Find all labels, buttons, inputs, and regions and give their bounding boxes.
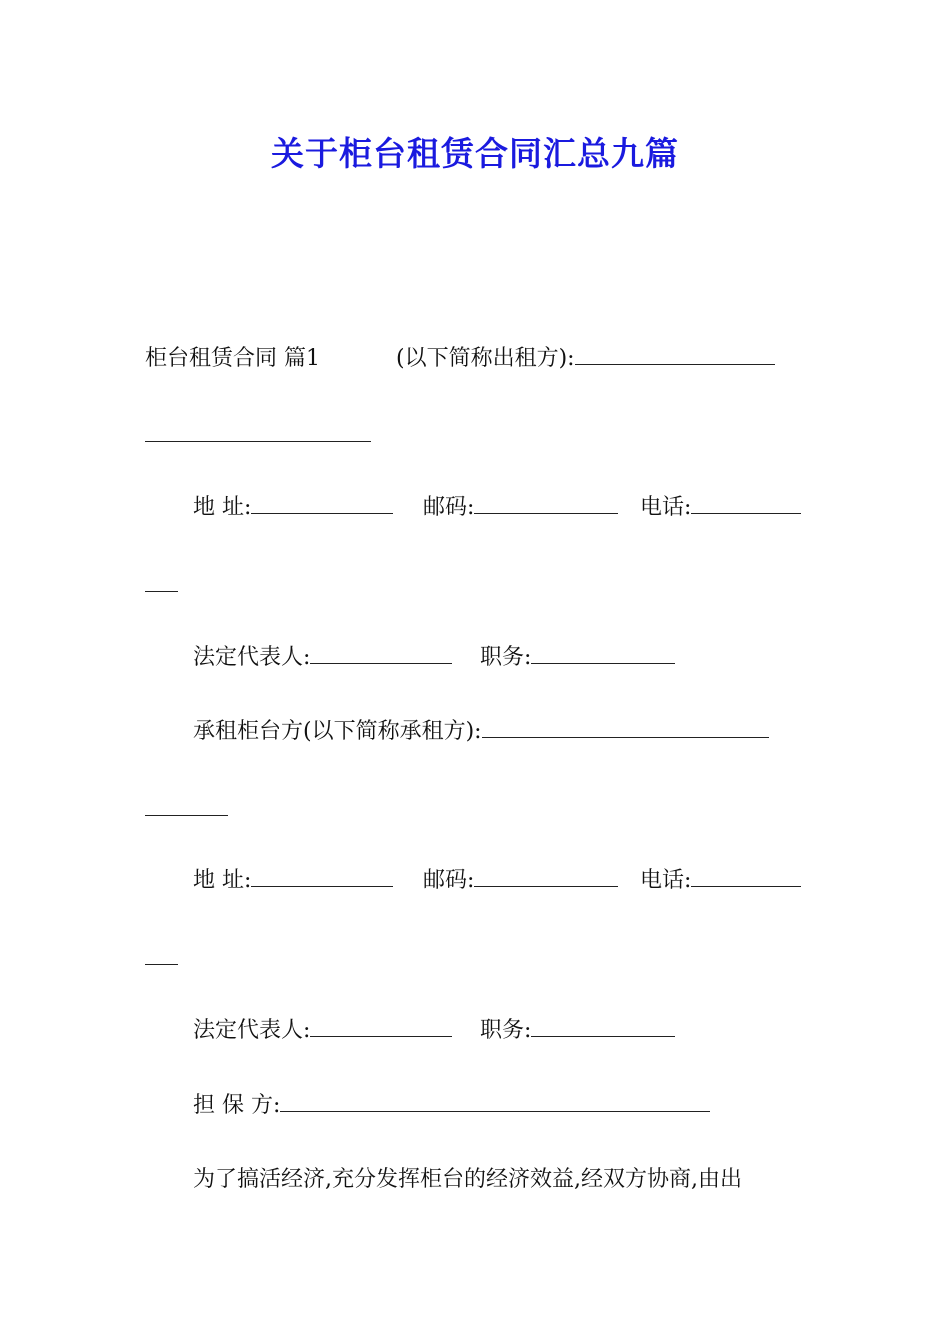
lessee-name-blank-continued [145, 815, 228, 816]
lessor-phone-label: 电话: [640, 495, 692, 520]
lessor-phone-blank-continued [145, 591, 178, 592]
lessee-zip-line [423, 866, 618, 896]
lessor-position-blank [531, 643, 675, 664]
lessor-rep-blank [310, 643, 452, 664]
guarantor-line [193, 1091, 710, 1121]
lessor-zip-label: 邮码: [423, 495, 475, 520]
lessor-name-blank [575, 344, 775, 365]
lessee-position-blank [531, 1016, 675, 1037]
lessee-phone-blank-continued [145, 964, 178, 965]
lessor-zip-line [423, 493, 618, 523]
lessee-position-line [480, 1016, 675, 1046]
document-title: 关于柜台租赁合同汇总九篇 [271, 134, 679, 173]
lessor-line [145, 344, 320, 374]
lessee-rep-line [193, 1016, 452, 1046]
lessor-label: (以下简称出租方): [396, 346, 575, 371]
lessee-label: 承租柜台方(以下简称承租方): [193, 719, 482, 744]
lessor-address-blank [251, 493, 393, 514]
contract-heading: 柜台租赁合同 篇1 [145, 346, 320, 371]
lessee-phone-line [640, 866, 801, 896]
lessee-address-label: 地 址: [193, 868, 252, 893]
lessor-address-label: 地 址: [193, 495, 252, 520]
lessee-phone-blank [691, 866, 801, 887]
lessor-rep-label: 法定代表人: [193, 645, 311, 670]
lessee-zip-blank [474, 866, 618, 887]
lessor-address-line [193, 493, 393, 523]
lessee-name-blank [482, 717, 769, 738]
lessor-phone-line [640, 493, 801, 523]
lessor-label-line [396, 344, 775, 374]
body-paragraph [193, 1165, 742, 1195]
lessee-rep-label: 法定代表人: [193, 1018, 311, 1043]
guarantor-blank [280, 1091, 710, 1112]
lessee-rep-blank [310, 1016, 452, 1037]
lessee-address-blank [251, 866, 393, 887]
lessee-line [193, 717, 769, 747]
body-paragraph-text: 为了搞活经济,充分发挥柜台的经济效益,经双方协商,由出 [193, 1167, 742, 1192]
lessee-address-line [193, 866, 393, 896]
guarantor-label: 担 保 方: [193, 1093, 281, 1118]
lessee-position-label: 职务: [480, 1018, 532, 1043]
lessor-zip-blank [474, 493, 618, 514]
lessor-position-line [480, 643, 675, 673]
lessor-rep-line [193, 643, 452, 673]
lessor-name-blank-continued [145, 441, 371, 442]
lessor-phone-blank [691, 493, 801, 514]
lessor-position-label: 职务: [480, 645, 532, 670]
lessee-zip-label: 邮码: [423, 868, 475, 893]
lessee-phone-label: 电话: [640, 868, 692, 893]
